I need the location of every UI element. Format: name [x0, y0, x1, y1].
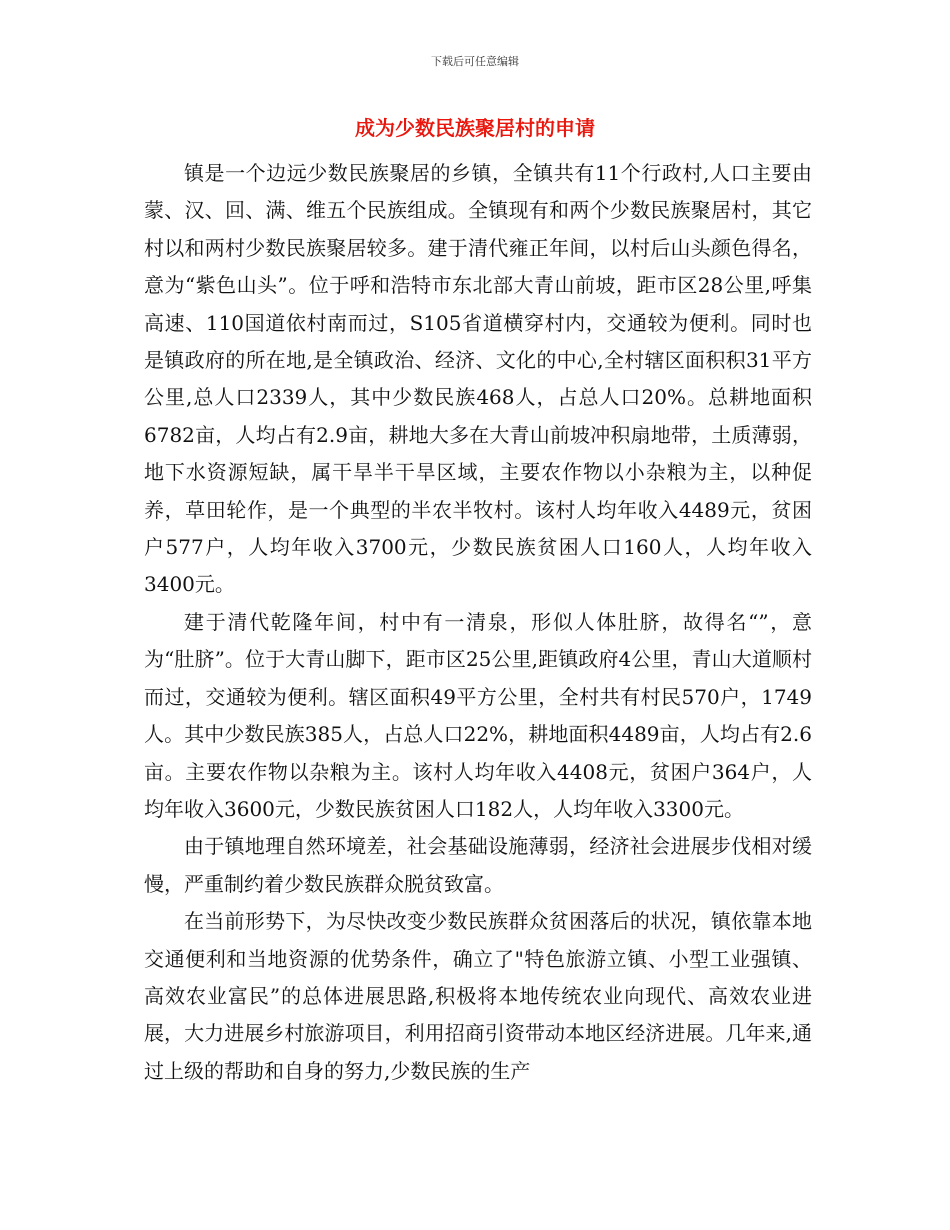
document-title: 成为少数民族聚居村的申请: [355, 116, 595, 140]
paragraph: 在当前形势下，为尽快改变少数民族群众贫困落后的状况，镇依靠本地交通便利和当地资源的优势条件，确立了"特色旅游立镇、小型工业强镇、高效农业富民”的总体进展思路,积极将本地传统农业向现代、高效农业进展，大力进展乡村旅游项目，利用招商引资带动本地区经济进展。几年来,通过上级的帮助和自身的努力,少数民族的生产: [144, 909, 812, 1083]
header-note: 下载后可任意编辑: [431, 55, 519, 68]
document-body: [144, 155, 812, 1090]
paragraph: 镇是一个边远少数民族聚居的乡镇，全镇共有11个行政村,人口主要由蒙、汉、回、满、维五个民族组成。全镇现有和两个少数民族聚居村，其它村以和两村少数民族聚居较多。建于清代雍正年间，以村后山头颜色得名，意为“紫色山头”。位于呼和浩特市东北部大青山前坡，距市区28公里,呼集高速、110国道依村南而过，S105省道横穿村内，交通较为便利。同时也是镇政府的所在地,是全镇政治、经济、文化的中心,全村辖区面积积31平方公里,总人口2339人，其中少数民族468人，占总人口20%。总耕地面积6782亩，人均占有2.9亩，耕地大多在大青山前坡冲积扇地带，土质薄弱，地下水资源短缺，属干旱半干旱区域，主要农作物以小杂粮为主，以种促养，草田轮作，是一个典型的半农半牧村。该村人均年收入4489元，贫困户577户，人均年收入3700元，少数民族贫困人口160人，人均年收入3400元。: [144, 161, 812, 597]
paragraph: 建于清代乾隆年间，村中有一清泉，形似人体肚脐，故得名“”，意为“肚脐”。位于大青山脚下，距市区25公里,距镇政府4公里，青山大道顺村而过，交通较为便利。辖区面积49平方公里，全村共有村民570户，1749人。其中少数民族385人，占总人口22%，耕地面积4489亩，人均占有2.6亩。主要农作物以杂粮为主。该村人均年收入4408元，贫困户364户，人均年收入3600元，少数民族贫困人口182人，人均年收入3300元。: [144, 609, 812, 821]
paragraph: 由于镇地理自然环境差，社会基础设施薄弱，经济社会进展步伐相对缓慢，严重制约着少数民族群众脱贫致富。: [144, 834, 812, 896]
